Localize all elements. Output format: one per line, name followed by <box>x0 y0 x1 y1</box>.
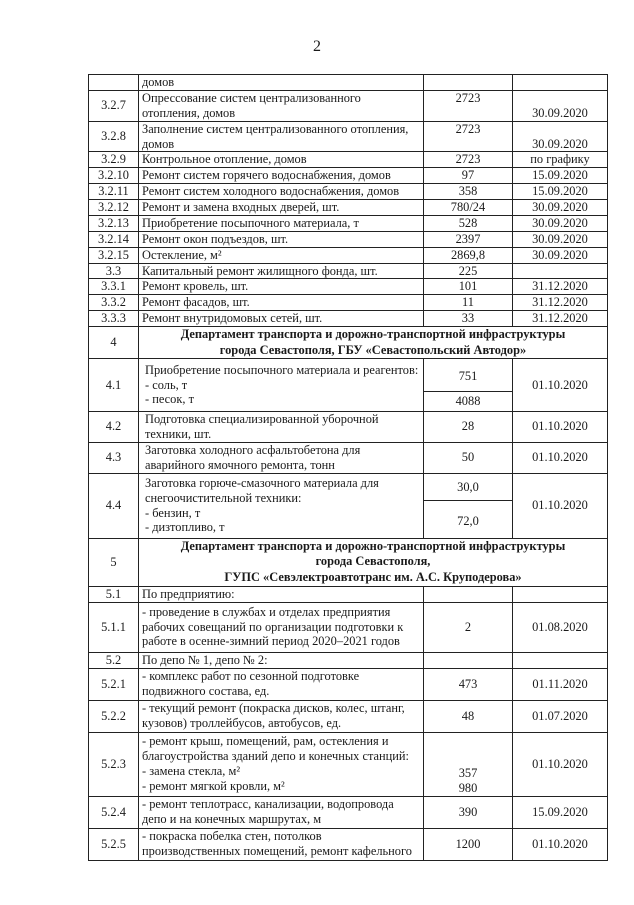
section-4-title: Департамент транспорта и дорожно-транспортной инфраструктуры города Севастополя, ГБУ «Севастопольский Автодор» <box>139 327 608 359</box>
row-date: 30.09.2020 <box>513 200 608 216</box>
row-description: - ремонт крыш, помещений, рам, остекления и благоустройства зданий депо и конечных станций: - замена стекла, м² - ремонт мягкой кровли, м² <box>139 732 424 796</box>
section-5-title: Департамент транспорта и дорожно-транспортной инфраструктуры города Севастополя, ГУПС «Севэлектроавтотранс им. А.С. Круподерова» <box>139 538 608 586</box>
table-row <box>89 152 608 168</box>
table-row <box>89 263 608 279</box>
row-value: 357 980 <box>424 732 513 796</box>
row-value: 2723 <box>424 121 513 152</box>
row-number: 3.2.10 <box>89 168 139 184</box>
row-description: - комплекс работ по сезонной подготовке подвижного состава, ед. <box>139 668 424 700</box>
table-row <box>89 279 608 295</box>
row-number: 5.1.1 <box>89 602 139 652</box>
row-date: 31.12.2020 <box>513 295 608 311</box>
row-description: Ремонт кровель, шт. <box>139 279 424 295</box>
row-number: 4 <box>89 327 139 359</box>
table-row-4-2 <box>89 412 608 443</box>
row-description: Приобретение посыпочного материала, т <box>139 215 424 231</box>
row-date <box>513 652 608 668</box>
row-description: Подготовка специализированной уборочной техники, шт. <box>139 412 424 443</box>
row-date: 01.10.2020 <box>513 359 608 412</box>
row-date: 01.10.2020 <box>513 442 608 473</box>
row-description: Опрессование систем централизованного отопления, домов <box>139 90 424 121</box>
row-description: Ремонт фасадов, шт. <box>139 295 424 311</box>
table-row <box>89 311 608 327</box>
row-description: Приобретение посыпочного материала и реагентов: - соль, т - песок, т <box>139 359 424 412</box>
row-value: 11 <box>424 295 513 311</box>
table-row <box>89 200 608 216</box>
row-description: - проведение в службах и отделах предприятия рабочих совещаний по организации подготовки к работе в осенне-зимний период 2020–2021 годов <box>139 602 424 652</box>
row-description: - ремонт теплотрасс, канализации, водопровода депо и на конечных маршрутах, м <box>139 796 424 828</box>
table-row-4-1 <box>89 359 608 412</box>
table-row-5-2-2 <box>89 700 608 732</box>
row-value <box>424 75 513 91</box>
row-date: 30.09.2020 <box>513 231 608 247</box>
table-row-5-2-4 <box>89 796 608 828</box>
row-description: Ремонт систем холодного водоснабжения, домов <box>139 184 424 200</box>
row-description: Ремонт и замена входных дверей, шт. <box>139 200 424 216</box>
row-value: 2723 <box>424 90 513 121</box>
row-value <box>424 652 513 668</box>
row-value: 473 <box>424 668 513 700</box>
row-description: - текущий ремонт (покраска дисков, колес, штанг, кузовов) троллейбусов, автобусов, ед. <box>139 700 424 732</box>
section-4-header-row <box>89 327 608 359</box>
table-row <box>89 75 608 91</box>
table-row <box>89 215 608 231</box>
table-row-5-2-3 <box>89 732 608 796</box>
row-date: 30.09.2020 <box>513 215 608 231</box>
row-date: 01.10.2020 <box>513 732 608 796</box>
row-value: 30,0 72,0 <box>424 473 513 538</box>
row-description: Остекление, м² <box>139 247 424 263</box>
table-row-4-4 <box>89 473 608 538</box>
row-date: 15.09.2020 <box>513 168 608 184</box>
section-5-header-row <box>89 538 608 586</box>
row-number: 3.2.14 <box>89 231 139 247</box>
row-date: 30.09.2020 <box>513 247 608 263</box>
row-value: 28 <box>424 412 513 443</box>
row-description: По предприятию: <box>139 586 424 602</box>
row-date: 31.12.2020 <box>513 279 608 295</box>
row-description: Контрольное отопление, домов <box>139 152 424 168</box>
row-description: Ремонт систем горячего водоснабжения, домов <box>139 168 424 184</box>
row-number: 3.3.2 <box>89 295 139 311</box>
row-number: 5.2.1 <box>89 668 139 700</box>
row-description: Капитальный ремонт жилищного фонда, шт. <box>139 263 424 279</box>
row-date: 30.09.2020 <box>513 121 608 152</box>
row-value: 358 <box>424 184 513 200</box>
row-number: 4.2 <box>89 412 139 443</box>
row-date: по графику <box>513 152 608 168</box>
row-value: 48 <box>424 700 513 732</box>
row-value: 780/24 <box>424 200 513 216</box>
table-row-5-2-5 <box>89 828 608 860</box>
row-number: 5.2.2 <box>89 700 139 732</box>
row-number: 5.2.5 <box>89 828 139 860</box>
row-number: 5.2.3 <box>89 732 139 796</box>
table-row-5-2-1 <box>89 668 608 700</box>
row-number: 3.2.7 <box>89 90 139 121</box>
row-number: 4.1 <box>89 359 139 412</box>
row-description: домов <box>139 75 424 91</box>
row-value: 50 <box>424 442 513 473</box>
row-description: По депо № 1, депо № 2: <box>139 652 424 668</box>
table-row <box>89 231 608 247</box>
page-number: 2 <box>313 38 321 55</box>
row-date <box>513 75 608 91</box>
row-description: Заготовка холодного асфальтобетона для аварийного ямочного ремонта, тонн <box>139 442 424 473</box>
row-number: 5.1 <box>89 586 139 602</box>
row-date: 01.10.2020 <box>513 473 608 538</box>
table-row <box>89 168 608 184</box>
table-row-5-1-1 <box>89 602 608 652</box>
row-value: 2397 <box>424 231 513 247</box>
table-row <box>89 295 608 311</box>
row-number: 5.2.4 <box>89 796 139 828</box>
row-value: 97 <box>424 168 513 184</box>
table-row <box>89 90 608 121</box>
row-date: 15.09.2020 <box>513 796 608 828</box>
row-value: 101 <box>424 279 513 295</box>
row-number: 5 <box>89 538 139 586</box>
row-date: 01.07.2020 <box>513 700 608 732</box>
row-value <box>424 586 513 602</box>
row-number <box>89 75 139 91</box>
table-row-4-3 <box>89 442 608 473</box>
row-number: 3.2.11 <box>89 184 139 200</box>
row-number: 3.2.12 <box>89 200 139 216</box>
row-number: 3.2.9 <box>89 152 139 168</box>
row-date: 01.08.2020 <box>513 602 608 652</box>
row-date: 31.12.2020 <box>513 311 608 327</box>
table-row-5-1 <box>89 586 608 602</box>
row-value: 2723 <box>424 152 513 168</box>
row-description: Заполнение систем централизованного отопления, домов <box>139 121 424 152</box>
row-number: 3.2.15 <box>89 247 139 263</box>
row-number: 3.3 <box>89 263 139 279</box>
row-number: 3.3.1 <box>89 279 139 295</box>
row-number: 3.2.8 <box>89 121 139 152</box>
row-date: 01.10.2020 <box>513 828 608 860</box>
row-description: Заготовка горюче-смазочного материала для снегоочистительной техники: - бензин, т - дизтопливо, т <box>139 473 424 538</box>
row-value: 528 <box>424 215 513 231</box>
table-row <box>89 184 608 200</box>
table-row <box>89 247 608 263</box>
row-value: 390 <box>424 796 513 828</box>
row-number: 5.2 <box>89 652 139 668</box>
row-value: 2 <box>424 602 513 652</box>
row-date: 01.11.2020 <box>513 668 608 700</box>
row-description: Ремонт окон подъездов, шт. <box>139 231 424 247</box>
row-date: 01.10.2020 <box>513 412 608 443</box>
row-number: 4.3 <box>89 442 139 473</box>
plan-table <box>88 74 608 861</box>
row-description: Ремонт внутридомовых сетей, шт. <box>139 311 424 327</box>
row-number: 4.4 <box>89 473 139 538</box>
row-value: 225 <box>424 263 513 279</box>
row-description: - покраска побелка стен, потолков производственных помещений, ремонт кафельного <box>139 828 424 860</box>
row-value: 1200 <box>424 828 513 860</box>
row-date: 30.09.2020 <box>513 90 608 121</box>
row-date <box>513 263 608 279</box>
row-date: 15.09.2020 <box>513 184 608 200</box>
row-number: 3.3.3 <box>89 311 139 327</box>
row-value: 33 <box>424 311 513 327</box>
table-row <box>89 121 608 152</box>
row-date <box>513 586 608 602</box>
table-row-5-2 <box>89 652 608 668</box>
row-value: 751 4088 <box>424 359 513 412</box>
row-value: 2869,8 <box>424 247 513 263</box>
row-number: 3.2.13 <box>89 215 139 231</box>
